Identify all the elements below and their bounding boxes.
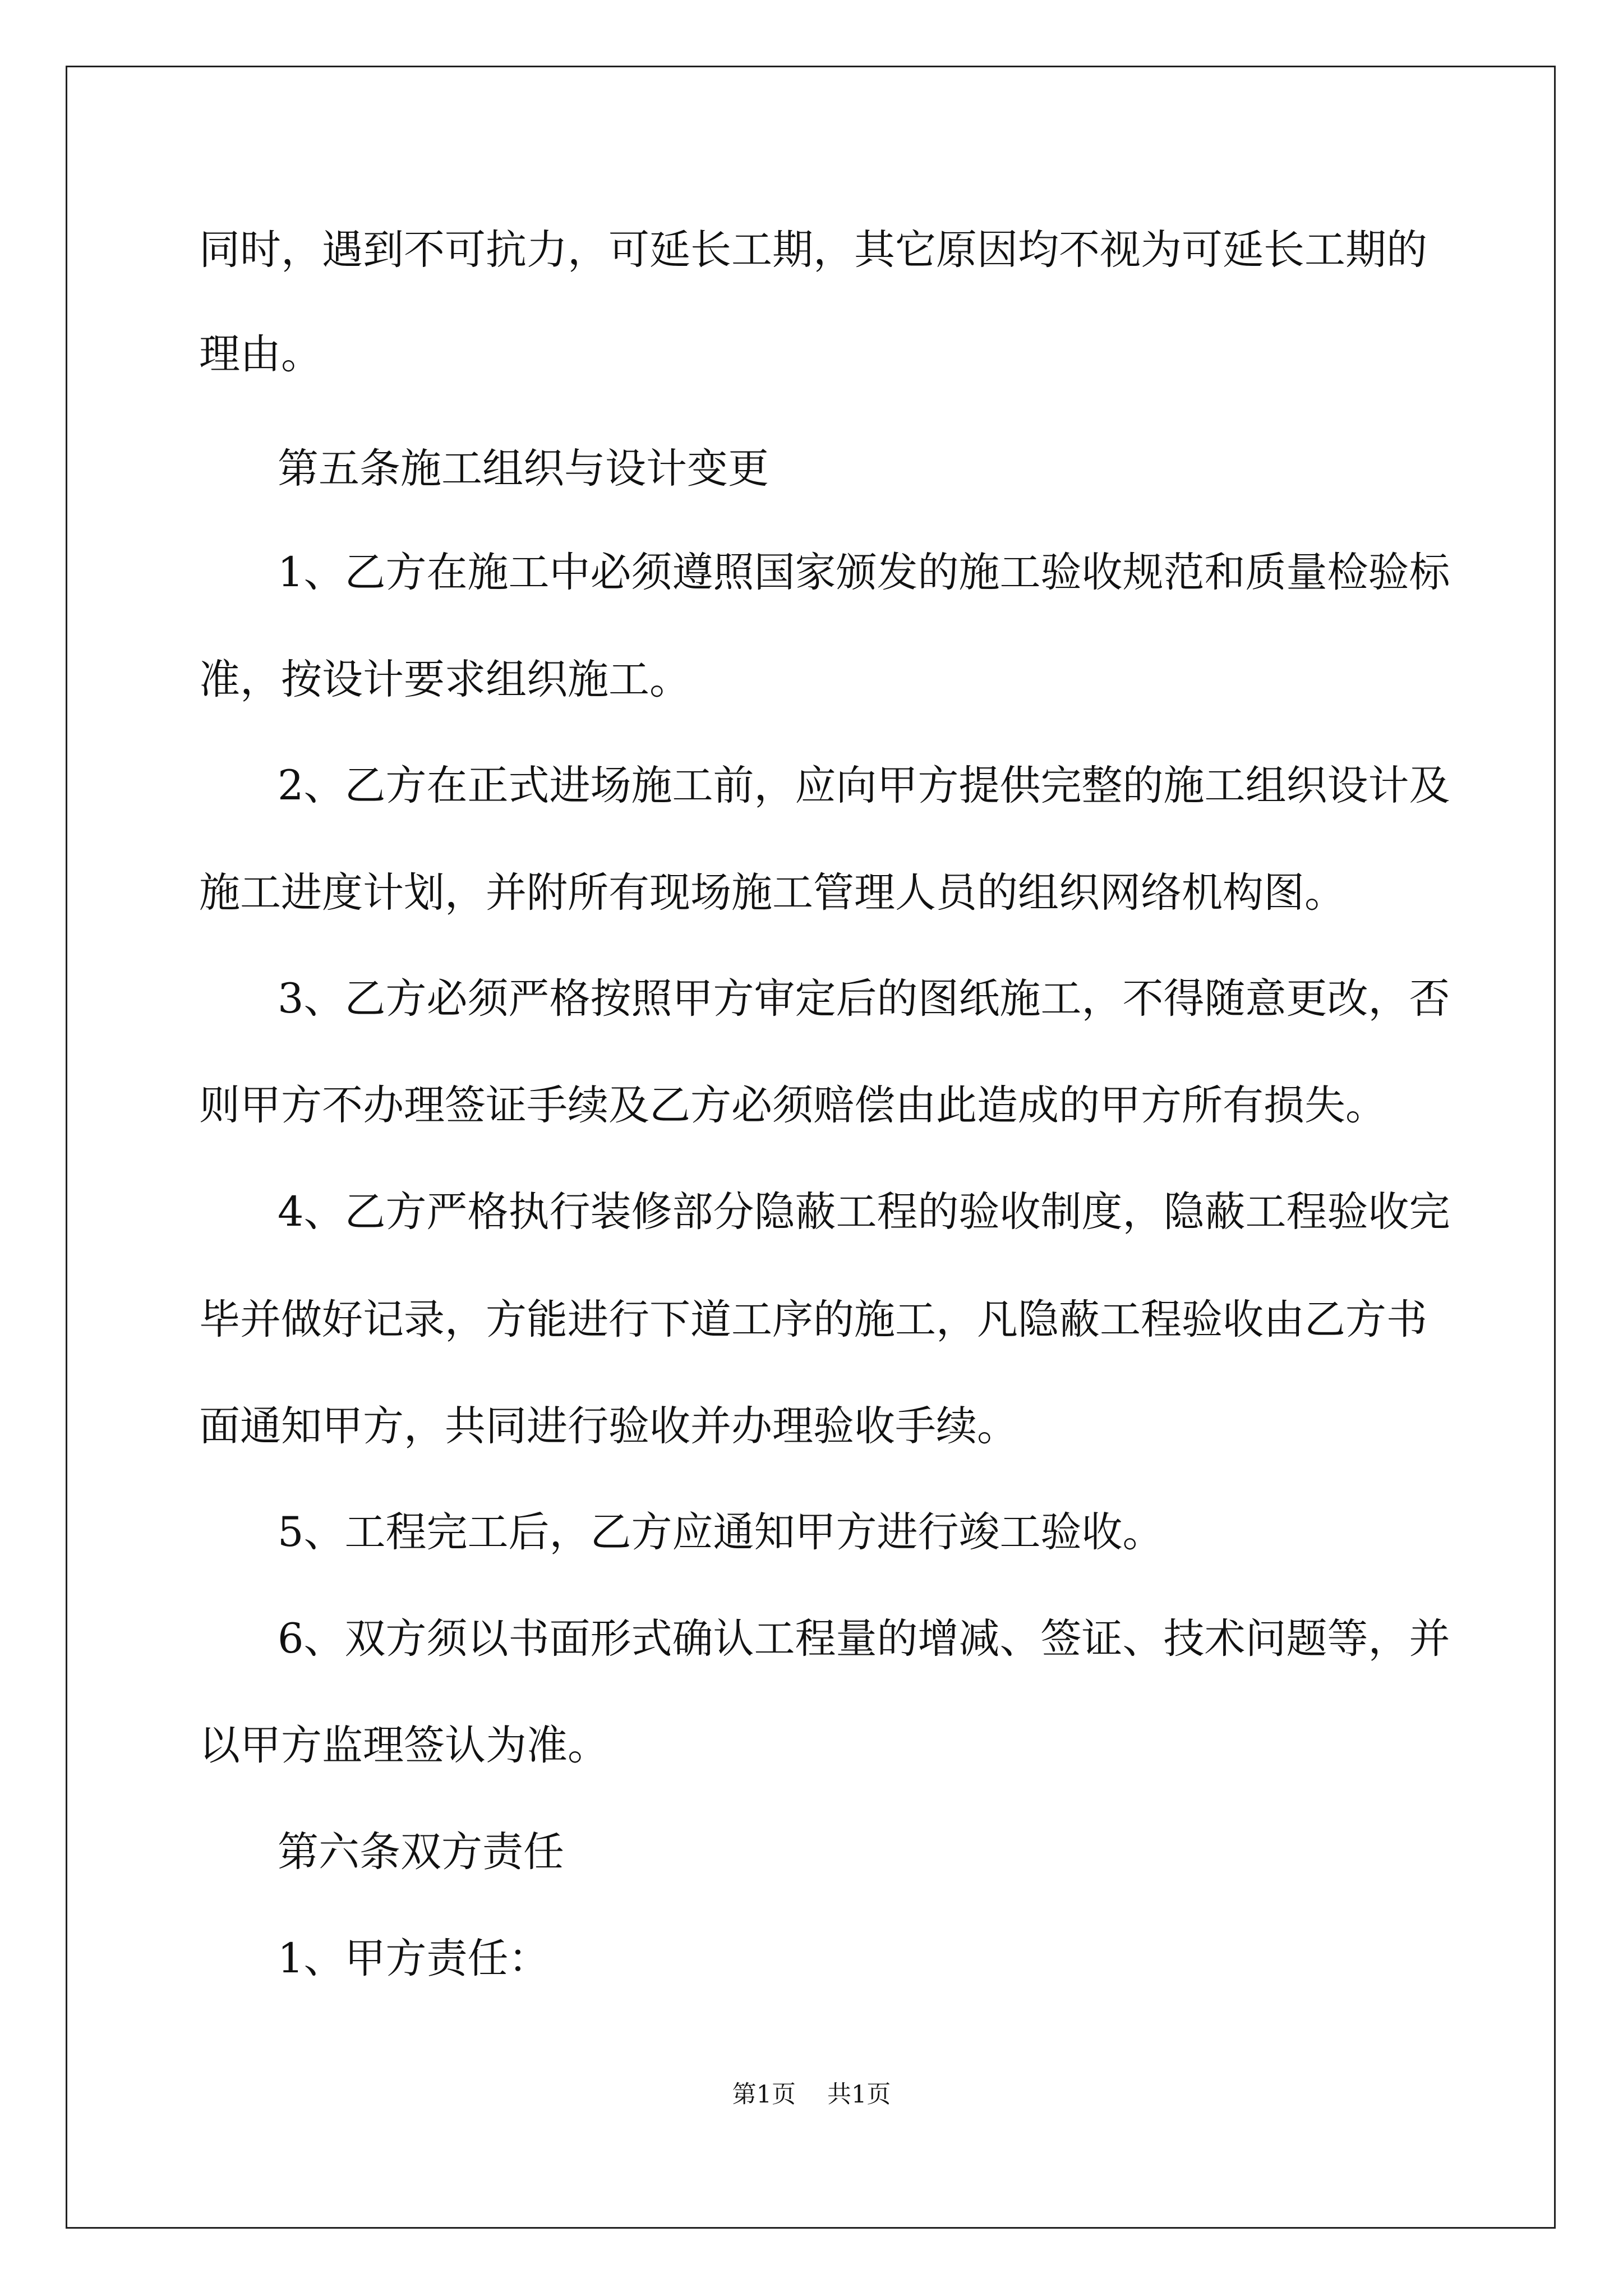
body-line: 面通知甲方，共同进行验收并办理验收手续。 xyxy=(199,1402,1018,1450)
body-line: 1、甲方责任： xyxy=(278,1935,550,1982)
page-border xyxy=(66,66,1556,2229)
body-line: 6、双方须以书面形式确认工程量的增减、签证、技术问题等，并 xyxy=(278,1615,1450,1663)
body-line: 4、乙方严格执行装修部分隐蔽工程的验收制度，隐蔽工程验收完 xyxy=(278,1188,1450,1236)
page-total: 共1页 xyxy=(827,2081,891,2109)
body-line: 2、乙方在正式进场施工前，应向甲方提供完整的施工组织设计及 xyxy=(278,762,1450,809)
body-line: 3、乙方必须严格按照甲方审定后的图纸施工，不得随意更改，否 xyxy=(278,975,1450,1023)
body-line: 毕并做好记录，方能进行下道工序的施工，凡隐蔽工程验收由乙方书 xyxy=(199,1296,1427,1343)
body-line: 以甲方监理签认为准。 xyxy=(199,1722,608,1769)
page-footer xyxy=(0,2078,1623,2111)
body-line: 理由。 xyxy=(199,330,322,378)
body-line: 施工进度计划，并附所有现场施工管理人员的组织网络机构图。 xyxy=(199,869,1345,917)
section-heading: 第六条双方责任 xyxy=(278,1828,564,1876)
section-heading: 第五条施工组织与设计变更 xyxy=(278,445,769,493)
body-line: 准，按设计要求组织施工。 xyxy=(199,656,690,703)
body-line: 1、乙方在施工中必须遵照国家颁发的施工验收规范和质量检验标 xyxy=(278,549,1450,596)
body-line: 同时，遇到不可抗力，可延长工期，其它原因均不视为可延长工期的 xyxy=(199,226,1427,274)
page-number: 第1页 xyxy=(732,2081,796,2109)
body-line: 5、工程完工后，乙方应通知甲方进行竣工验收。 xyxy=(278,1508,1164,1556)
body-line: 则甲方不办理签证手续及乙方必须赔偿由此造成的甲方所有损失。 xyxy=(199,1082,1386,1129)
